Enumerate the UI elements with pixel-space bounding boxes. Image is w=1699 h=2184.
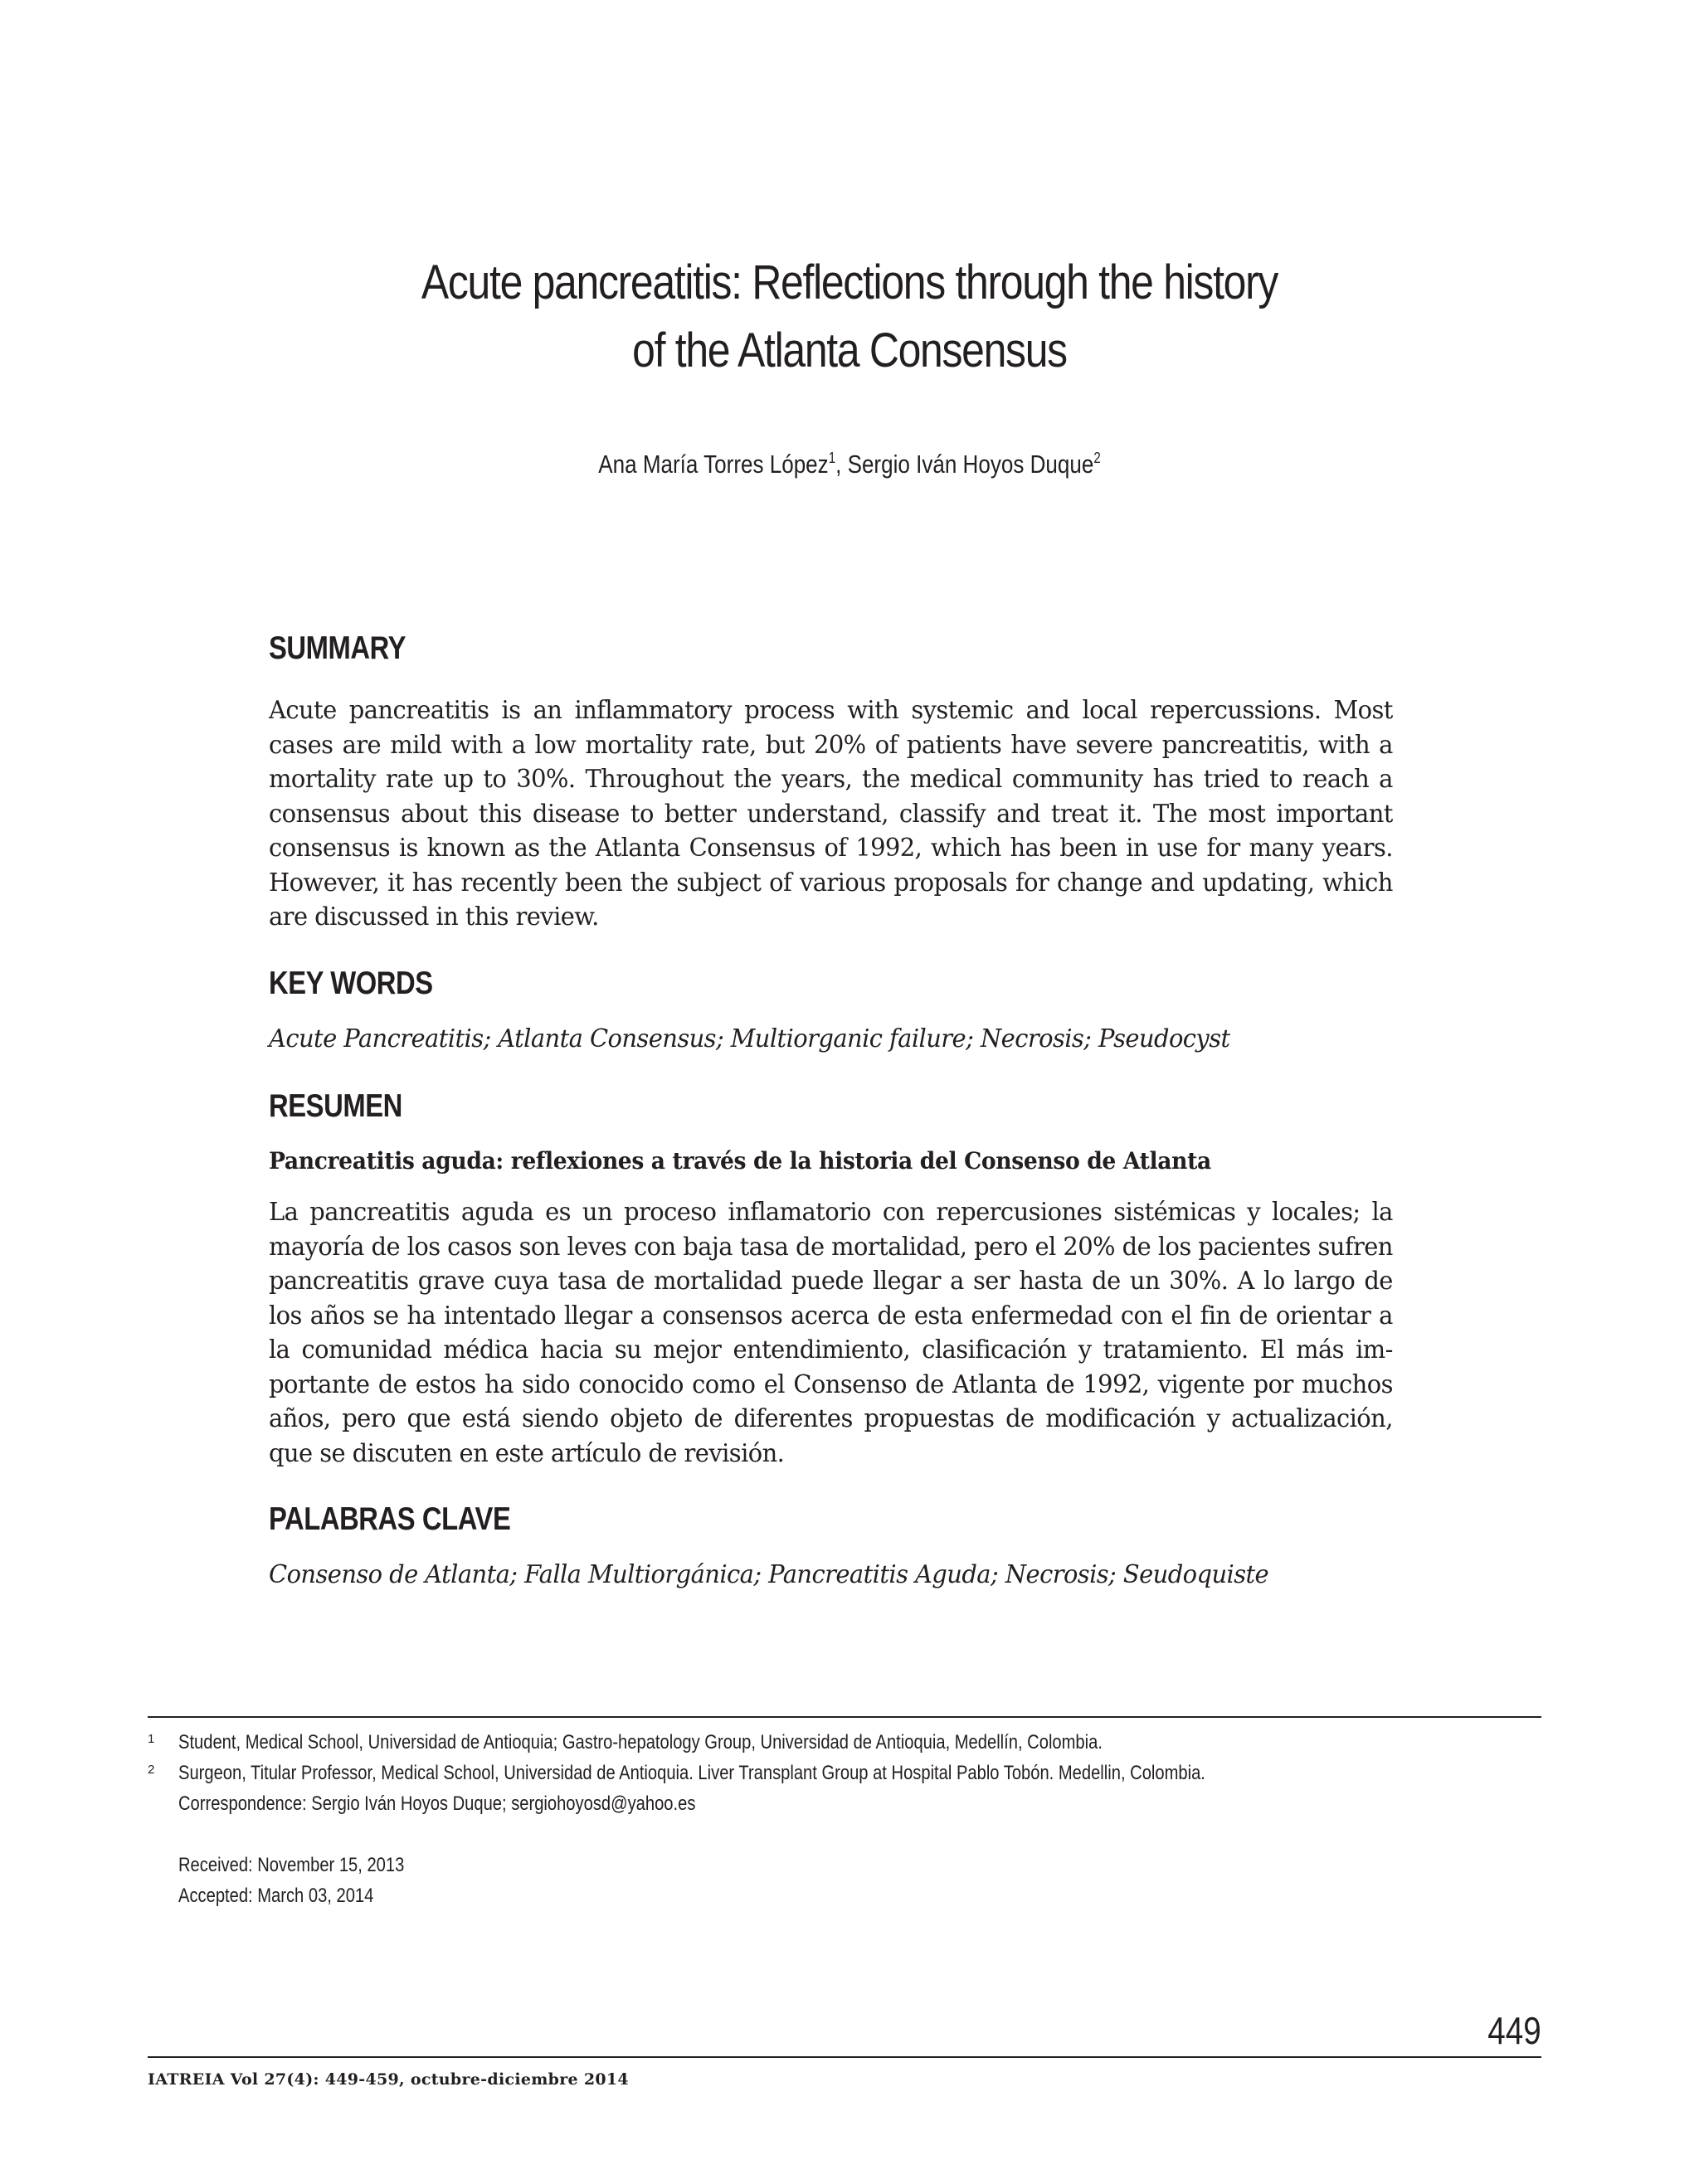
palabras-clave-body xyxy=(269,1558,1430,1592)
summary-body xyxy=(269,693,1430,935)
summary-text: Acute pancreatitis is an inflammatory process with systemic and local repercussions. Most cases are mild with a low mortality rate, but 20% of patients have severe pancreatitis, with a mortality rate up to 30%. Throughout the years, the medical community has tried to reach a consensus about this disease to better understand, classify and treat it. The most important consensus is known as the Atlanta Consensus of 1992, which has been in use for many years. However, it has recently been the subject of various proposals for change and updating, which are discussed in this review. xyxy=(269,696,1393,931)
resumen-text: La pancreatitis aguda es un proceso inflamatorio con repercusiones sistémicas y locales; la mayoría de los casos son leves con baja tasa de mortalidad, pero el 20% de los pacientes sufren pancreatitis grave cuya tasa de mortalidad puede llegar a ser hasta de un 30%. A lo largo de los años se ha intentado llegar a consensos acerca de esta enfermedad con el fin de orientar a la comunidad médica hacia su mejor entendimiento, clasificación y tratamiento. El más im-portante de estos ha sido conocido como el Consenso de Atlanta de 1992, vigente por muchos años, pero que está siendo objeto de diferentes propuestas de modificación y actualización, que se discuten en este artículo de revisión. xyxy=(269,1198,1393,1468)
author-2-affiliation-mark: 2 xyxy=(1093,450,1101,466)
footnotes xyxy=(148,1727,1541,1911)
author-2: Sergio Iván Hoyos Duque xyxy=(847,450,1094,479)
footnote-divider xyxy=(148,1716,1541,1718)
footnote-2-text: Surgeon, Titular Professor, Medical School, Universidad de Antioquia. Liver Transplant Group at Hospital Pablo Tobón. Medellin, Colombia. xyxy=(178,1762,1205,1784)
key-words-text: Acute Pancreatitis; Atlanta Consensus; Multiorganic failure; Necrosis; Pseudocyst xyxy=(269,1024,1230,1053)
page-number: 449 xyxy=(1487,2009,1541,2052)
title-line-2: of the Atlanta Consensus xyxy=(632,323,1067,377)
title-line-1: Acute pancreatitis: Reflections through the history xyxy=(421,255,1278,309)
footnote-2-number: 2 xyxy=(148,1763,155,1777)
key-words-body xyxy=(269,1022,1430,1056)
palabras-clave-heading: PALABRAS CLAVE xyxy=(269,1501,511,1537)
correspondence-text: Correspondence: Sergio Iván Hoyos Duque; sergiohoyosd@yahoo.es xyxy=(178,1792,696,1815)
correspondence-line xyxy=(148,1788,1541,1819)
author-1-affiliation-mark: 1 xyxy=(828,450,836,466)
accepted-line xyxy=(148,1880,1541,1911)
bottom-divider xyxy=(148,2056,1541,2058)
resumen-heading: RESUMEN xyxy=(269,1088,402,1124)
article-title xyxy=(333,249,1366,385)
key-words-section xyxy=(269,964,1430,1004)
footnote-1-number: 1 xyxy=(148,1732,155,1746)
resumen-subtitle: Pancreatitis aguda: reflexiones a través de la historia del Consenso de Atlanta xyxy=(269,1147,1211,1175)
author-1: Ana María Torres López xyxy=(598,450,829,479)
palabras-clave-section xyxy=(269,1500,1430,1540)
resumen-body xyxy=(269,1195,1430,1471)
palabras-clave-text: Consenso de Atlanta; Falla Multiorgánica; Pancreatitis Aguda; Necrosis; Seudoquiste xyxy=(269,1560,1269,1589)
summary-section xyxy=(269,629,1430,669)
received-line xyxy=(148,1850,1541,1880)
received-date: Received: November 15, 2013 xyxy=(178,1854,405,1876)
resumen-section xyxy=(269,1087,1430,1126)
footnote-1-text: Student, Medical School, Universidad de Antioquia; Gastro-hepatology Group, Universidad de Antioquia, Medellín, Colombia. xyxy=(178,1731,1103,1754)
author-separator: , xyxy=(835,450,848,479)
footnote-1 xyxy=(148,1727,1541,1758)
footnote-2 xyxy=(148,1758,1541,1788)
journal-citation: IATREIA Vol 27(4): 449-459, octubre-diciembre 2014 xyxy=(148,2070,629,2089)
resumen-subtitle-block xyxy=(269,1145,1430,1178)
key-words-heading: KEY WORDS xyxy=(269,966,433,1001)
author-list xyxy=(415,446,1284,483)
footnote-spacer xyxy=(148,1819,1541,1850)
accepted-date: Accepted: March 03, 2014 xyxy=(178,1885,374,1907)
summary-heading: SUMMARY xyxy=(269,630,406,666)
